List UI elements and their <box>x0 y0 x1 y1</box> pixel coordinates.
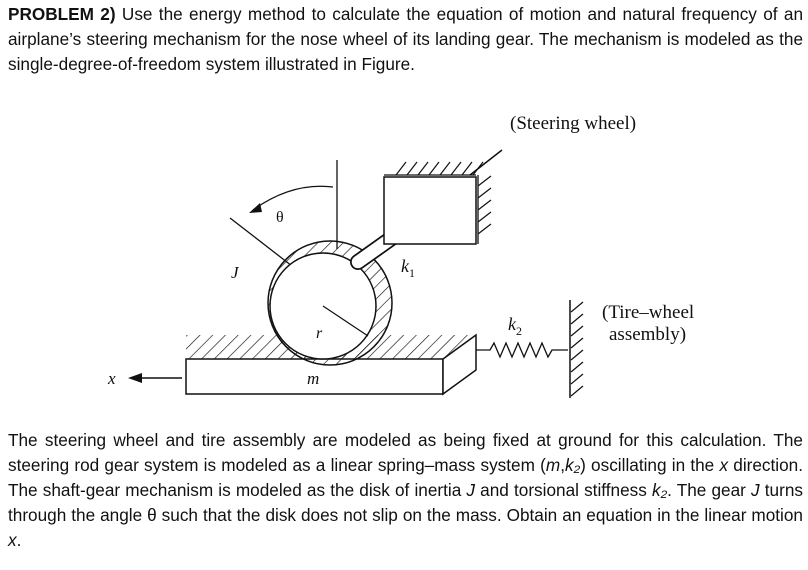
k1-label: $k_1$ <box>401 256 415 280</box>
theta-arrowhead <box>249 203 262 213</box>
problem-intro-text: Use the energy method to calculate the equation of motion and natural frequency of an airplane’s steering mechanism for the nose wheel of its landing gear. The mechanism is modeled as the single-degree-of-freedom system illustrated in Figure. <box>8 4 803 74</box>
inertia-J-label: J <box>231 263 239 282</box>
problem-statement <box>8 2 803 77</box>
steering-wheel-label: (Steering wheel) <box>510 113 637 134</box>
theta-arc <box>253 186 333 210</box>
theta-label: θ <box>276 209 284 226</box>
x-arrowhead <box>128 373 142 383</box>
problem-label: PROBLEM 2) <box>8 4 116 24</box>
x-label: x <box>108 369 116 388</box>
mass-m-label: m <box>307 369 320 388</box>
spring-k2 <box>476 343 568 357</box>
tire-wheel-wall-hatch <box>571 302 583 396</box>
tire-wheel-label-line2: assembly) <box>609 324 687 345</box>
steering-column <box>470 150 502 175</box>
k2-label: $k_2$ <box>508 314 522 338</box>
tire-wheel-label-line1: (Tire–wheel <box>602 302 695 323</box>
steering-fixed-box <box>384 177 476 244</box>
mechanism-figure <box>0 100 808 430</box>
problem-description: The steering wheel and tire assembly are modeled as being fixed at ground for this calculation. The steering rod gear system is modeled as a linear spring–mass system (m,k₂) oscillating in the x direction. The shaft-gear mechanism is modeled as the disk of inertia J and torsional stiffness k₂. The gear J turns through the angle θ such that the disk does not slip on the mass. Obtain an equation in the linear motion x. <box>8 430 804 550</box>
radius-r-label: r <box>316 325 323 342</box>
